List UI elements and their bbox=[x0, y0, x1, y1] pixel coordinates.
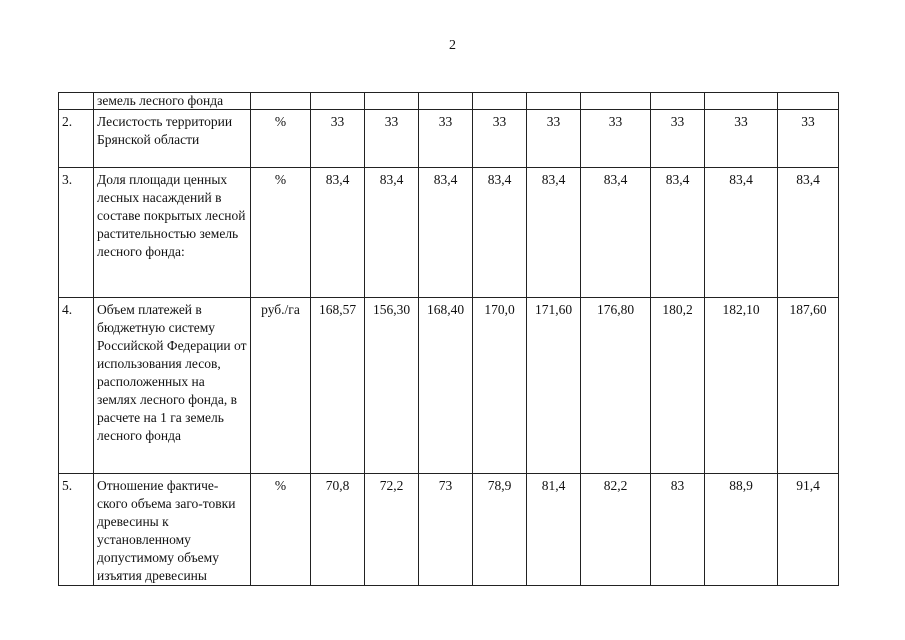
value-cell: 33 bbox=[581, 110, 651, 168]
indicator-name-cell: Лесистость территории Брянской области bbox=[94, 110, 251, 168]
page-number: 2 bbox=[449, 38, 456, 53]
value-cell: 83,4 bbox=[651, 168, 705, 298]
value-cell: 83 bbox=[651, 474, 705, 586]
table-row-continuation bbox=[59, 93, 839, 110]
value-cell: 187,60 bbox=[778, 298, 839, 474]
value-cell: 33 bbox=[365, 110, 419, 168]
value-cell bbox=[651, 93, 705, 110]
value-cell: 82,2 bbox=[581, 474, 651, 586]
value-cell: 70,8 bbox=[311, 474, 365, 586]
value-cell: 73 bbox=[419, 474, 473, 586]
value-cell: 176,80 bbox=[581, 298, 651, 474]
value-cell: 83,4 bbox=[419, 168, 473, 298]
value-cell bbox=[311, 93, 365, 110]
value-cell: 180,2 bbox=[651, 298, 705, 474]
value-cell bbox=[705, 93, 778, 110]
value-cell bbox=[473, 93, 527, 110]
value-cell: 83,4 bbox=[365, 168, 419, 298]
value-cell bbox=[365, 93, 419, 110]
value-cell: 72,2 bbox=[365, 474, 419, 586]
value-cell: 83,4 bbox=[527, 168, 581, 298]
value-cell: 83,4 bbox=[311, 168, 365, 298]
value-cell: 168,57 bbox=[311, 298, 365, 474]
table-row bbox=[59, 298, 839, 474]
value-cell bbox=[778, 93, 839, 110]
unit-cell bbox=[251, 93, 311, 110]
indicators-table bbox=[58, 92, 839, 586]
table-row bbox=[59, 474, 839, 586]
value-cell: 91,4 bbox=[778, 474, 839, 586]
row-number-cell bbox=[59, 93, 94, 110]
value-cell: 81,4 bbox=[527, 474, 581, 586]
table-row bbox=[59, 168, 839, 298]
indicator-name-cell: Объем платежей в бюджетную систему Российской Федерации от использования лесов, расположенных на землях лесного фонда, в расчете на 1 га земель лесного фонда bbox=[94, 298, 251, 474]
value-cell bbox=[419, 93, 473, 110]
unit-cell: % bbox=[251, 168, 311, 298]
value-cell bbox=[527, 93, 581, 110]
value-cell: 33 bbox=[473, 110, 527, 168]
value-cell: 182,10 bbox=[705, 298, 778, 474]
indicator-name-cell: Отношение фактиче-ского объема заго-товки древесины к установленному допустимому объему изъятия древесины bbox=[94, 474, 251, 586]
unit-cell: руб./га bbox=[251, 298, 311, 474]
indicator-name-cell: Доля площади ценных лесных насаждений в составе покрытых лесной растительностью земель лесного фонда: bbox=[94, 168, 251, 298]
indicator-name-cell: земель лесного фонда bbox=[94, 93, 251, 110]
value-cell: 83,4 bbox=[705, 168, 778, 298]
unit-cell: % bbox=[251, 110, 311, 168]
value-cell: 33 bbox=[311, 110, 365, 168]
value-cell: 83,4 bbox=[581, 168, 651, 298]
row-number-cell: 5. bbox=[59, 474, 94, 586]
value-cell: 170,0 bbox=[473, 298, 527, 474]
row-number-cell: 3. bbox=[59, 168, 94, 298]
value-cell: 171,60 bbox=[527, 298, 581, 474]
value-cell: 156,30 bbox=[365, 298, 419, 474]
value-cell: 33 bbox=[778, 110, 839, 168]
value-cell: 33 bbox=[419, 110, 473, 168]
value-cell: 33 bbox=[651, 110, 705, 168]
value-cell: 33 bbox=[705, 110, 778, 168]
row-number-cell: 2. bbox=[59, 110, 94, 168]
value-cell: 83,4 bbox=[473, 168, 527, 298]
value-cell: 83,4 bbox=[778, 168, 839, 298]
value-cell: 78,9 bbox=[473, 474, 527, 586]
value-cell: 88,9 bbox=[705, 474, 778, 586]
value-cell: 168,40 bbox=[419, 298, 473, 474]
value-cell bbox=[581, 93, 651, 110]
table-row bbox=[59, 110, 839, 168]
row-number-cell: 4. bbox=[59, 298, 94, 474]
unit-cell: % bbox=[251, 474, 311, 586]
value-cell: 33 bbox=[527, 110, 581, 168]
